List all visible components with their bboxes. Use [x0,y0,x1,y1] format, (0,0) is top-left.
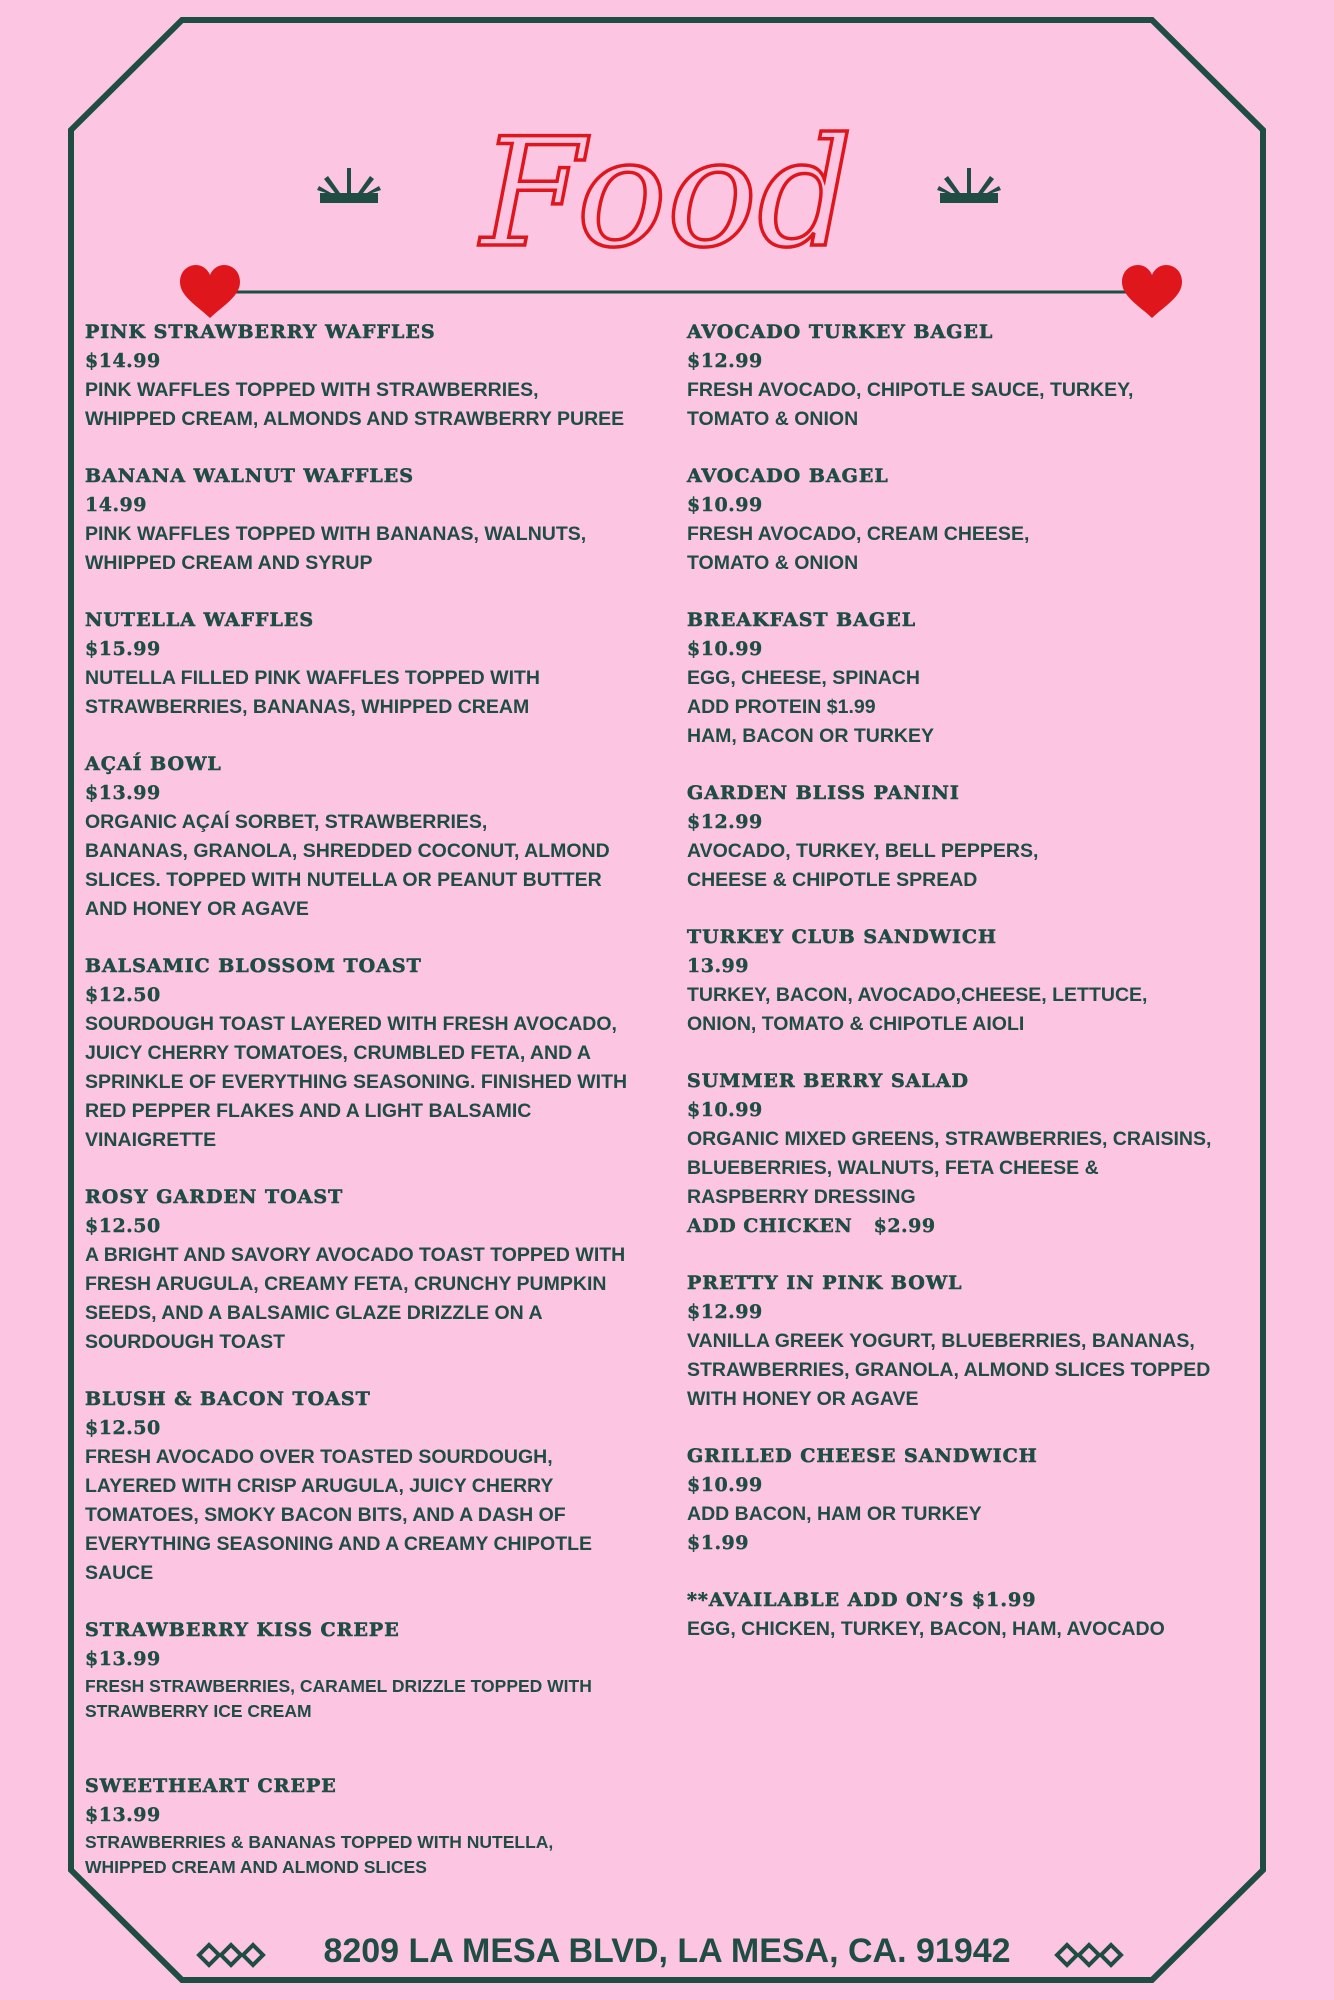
menu-item-description: FRESH AVOCADO, CHIPOTLE SAUCE, TURKEY, TOMATO & ONION [687,379,1134,430]
menu-item-price: $12.50 [85,1215,161,1237]
menu-item-name: SUMMER BERRY SALAD [687,1070,969,1092]
menu-item-description: STRAWBERRIES & BANANAS TOPPED WITH NUTELLA, WHIPPED CREAM AND ALMOND SLICES [85,1832,554,1877]
menu-item-description: ADD BACON, HAM OR TURKEY [687,1503,982,1525]
menu-column-left [85,318,675,1880]
menu-item-price: $13.99 [85,782,161,804]
menu-item-price: $12.99 [687,811,763,833]
menu-item-price: 14.99 [85,494,147,516]
menu-item-addon: ADD CHICKEN $2.99 [687,1215,936,1237]
menu-item-price: $12.50 [85,984,161,1006]
menu-item-name: BALSAMIC BLOSSOM TOAST [85,955,422,977]
menu-item-description: FRESH AVOCADO OVER TOASTED SOURDOUGH, LAYERED WITH CRISP ARUGULA, JUICY CHERRY TOMATOES, SMOKY BACON BITS, AND A DASH OF EVERYTHING SEASONING AND A CREAMY CHIPOTLE SAUCE [85,1446,593,1584]
menu-item [85,1616,675,1724]
menu-item-name: AÇAÍ BOWL [85,753,222,775]
menu-item [687,318,1267,434]
menu-item-description: PINK WAFFLES TOPPED WITH STRAWBERRIES, WHIPPED CREAM, ALMONDS AND STRAWBERRY PUREE [85,379,625,430]
menu-item-description: A BRIGHT AND SAVORY AVOCADO TOAST TOPPED WITH FRESH ARUGULA, CREAMY FETA, CRUNCHY PUMPKIN SEEDS, AND A BALSAMIC GLAZE DRIZZLE ON A SOURDOUGH TOAST [85,1244,626,1353]
menu-item [85,1772,675,1880]
menu-item [687,923,1267,1039]
menu-item-price: $10.99 [687,638,763,660]
menu-item-description: TURKEY, BACON, AVOCADO,CHEESE, LETTUCE, ONION, TOMATO & CHIPOTLE AIOLI [687,984,1148,1035]
menu-item [687,1442,1267,1558]
footer-address: 8209 LA MESA BLVD, LA MESA, CA. 91942 [323,1932,1011,1970]
menu-item [687,606,1267,751]
menu-item-description: FRESH STRAWBERRIES, CARAMEL DRIZZLE TOPPED WITH STRAWBERRY ICE CREAM [85,1676,592,1721]
menu-item-description: AVOCADO, TURKEY, BELL PEPPERS, CHEESE & CHIPOTLE SPREAD [687,840,1039,891]
menu-item-name: **AVAILABLE ADD ON’S $1.99 [687,1589,1037,1611]
menu-item-price: $12.99 [687,350,763,372]
menu-item [687,1586,1267,1644]
menu-item [85,750,675,924]
menu-item-name: TURKEY CLUB SANDWICH [687,926,997,948]
menu-item-name: BANANA WALNUT WAFFLES [85,465,414,487]
menu-item-name: STRAWBERRY KISS CREPE [85,1619,400,1641]
menu-item-name: AVOCADO BAGEL [687,465,889,487]
menu-item-price: $12.50 [85,1417,161,1439]
menu-item-price: $14.99 [85,350,161,372]
menu-item [687,462,1267,578]
menu-item-name: BREAKFAST BAGEL [687,609,917,631]
menu-item-name: NUTELLA WAFFLES [85,609,315,631]
menu-item-description: EGG, CHICKEN, TURKEY, BACON, HAM, AVOCADO [687,1618,1165,1640]
menu-item-name: ROSY GARDEN TOAST [85,1186,344,1208]
menu-item [687,1067,1267,1241]
menu-item-description: ORGANIC AÇAÍ SORBET, STRAWBERRIES, BANANAS, GRANOLA, SHREDDED COCONUT, ALMOND SLICES. TOPPED WITH NUTELLA OR PEANUT BUTTER AND HONEY OR AGAVE [85,811,610,920]
menu-column-right [687,318,1267,1644]
menu-item-description: PINK WAFFLES TOPPED WITH BANANAS, WALNUTS, WHIPPED CREAM AND SYRUP [85,523,587,574]
menu-item-description: ORGANIC MIXED GREENS, STRAWBERRIES, CRAISINS, BLUEBERRIES, WALNUTS, FETA CHEESE & RASPBERRY DRESSING [687,1128,1212,1208]
menu-item-price: $10.99 [687,1474,763,1496]
menu-item [85,952,675,1155]
menu-item-name: PRETTY IN PINK BOWL [687,1272,963,1294]
menu-item-name: GARDEN BLISS PANINI [687,782,960,804]
menu-item-addon: $1.99 [687,1532,749,1554]
menu-item-price: $12.99 [687,1301,763,1323]
menu-item-description: VANILLA GREEK YOGURT, BLUEBERRIES, BANANAS, STRAWBERRIES, GRANOLA, ALMOND SLICES TOPPED WITH HONEY OR AGAVE [687,1330,1211,1410]
menu-item-price: $13.99 [85,1804,161,1826]
menu-title-text: Food [480,107,854,281]
menu-item [85,462,675,578]
menu-item-price: $15.99 [85,638,161,660]
menu-item [687,779,1267,895]
menu-item-name: BLUSH & BACON TOAST [85,1388,371,1410]
menu-item [85,1183,675,1357]
menu-item [85,1385,675,1588]
menu-item [85,318,675,434]
menu-item-name: GRILLED CHEESE SANDWICH [687,1445,1038,1467]
menu-item-price: $13.99 [85,1648,161,1670]
menu-item-description: EGG, CHEESE, SPINACH ADD PROTEIN $1.99 HAM, BACON OR TURKEY [687,667,934,747]
menu-item [85,606,675,722]
menu-item-price: 13.99 [687,955,749,977]
menu-item-description: NUTELLA FILLED PINK WAFFLES TOPPED WITH STRAWBERRIES, BANANAS, WHIPPED CREAM [85,667,540,718]
menu-item [687,1269,1267,1414]
menu-item-price: $10.99 [687,1099,763,1121]
menu-item-name: PINK STRAWBERRY WAFFLES [85,321,436,343]
menu-title [0,60,1334,300]
menu-item-description: FRESH AVOCADO, CREAM CHEESE, TOMATO & ONION [687,523,1030,574]
menu-item-description: SOURDOUGH TOAST LAYERED WITH FRESH AVOCADO, JUICY CHERRY TOMATOES, CRUMBLED FETA, AND A SPRINKLE OF EVERYTHING SEASONING. FINISHED WITH RED PEPPER FLAKES AND A LIGHT BALSAMIC VINAIGRETTE [85,1013,628,1151]
menu-item-name: SWEETHEART CREPE [85,1775,337,1797]
menu-item-price: $10.99 [687,494,763,516]
menu-item-name: AVOCADO TURKEY BAGEL [687,321,994,343]
